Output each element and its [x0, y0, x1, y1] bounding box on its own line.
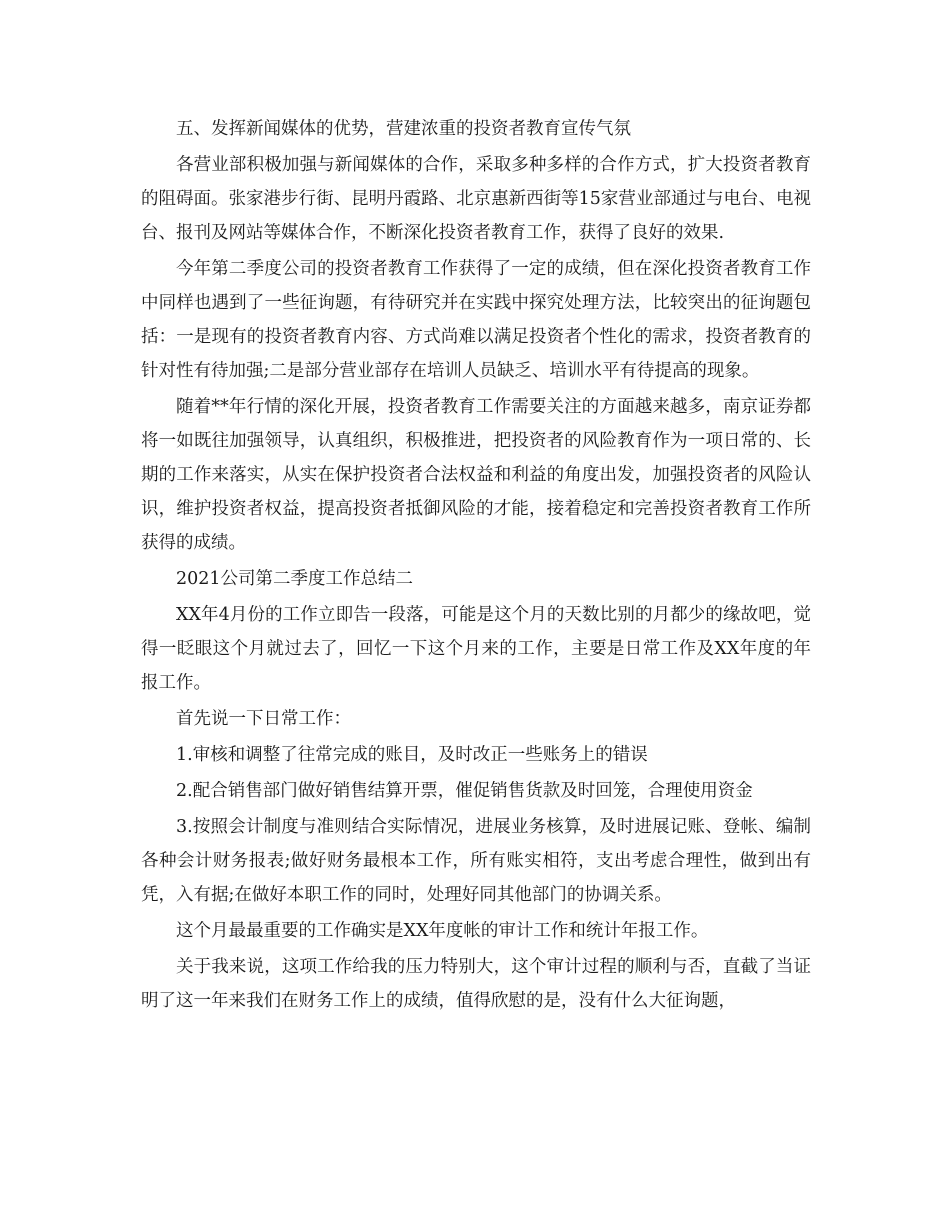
- document-body: [141, 112, 811, 1020]
- paragraph-audit-work: 这个月最最重要的工作确实是XX年度帐的审计工作和统计年报工作。: [176, 921, 709, 941]
- paragraph-q2-issues: 今年第二季度公司的投资者教育工作获得了一定的成绩，但在深化投资者教育工作中同样也遇到了一些征询题，有待研究并在实践中探究处理方法，比较突出的征询题包括：一是现有的投资者教育内容、方式尚难以满足投资者个性化的需求，投资者教育的针对性有待加强;二是部分营业部存在培训人员缺乏、培训水平有待提高的现象。: [141, 259, 811, 381]
- list-item-1: 1.审核和调整了往常完成的账目，及时改正一些账务上的错误: [176, 745, 648, 765]
- paragraph-outlook: 随着**年行情的深化开展，投资者教育工作需要关注的方面越来越多，南京证券都将一如既往加强领导，认真组织，积极推进，把投资者的风险教育作为一项日常的、长期的工作来落实，从实在保护投资者合法权益和利益的角度出发，加强投资者的风险认识，维护投资者权益，提高投资者抵御风险的才能，接着稳定和完善投资者教育工作所获得的成绩。: [141, 397, 811, 553]
- paragraph-pressure: 关于我来说，这项工作给我的压力特别大，这个审计过程的顺利与否，直截了当证明了这一年来我们在财务工作上的成绩，值得欣慰的是，没有什么大征询题，: [141, 957, 811, 1011]
- list-item-3: 3.按照会计制度与准则结合实际情况，进展业务核算，及时进展记账、登帐、编制各种会计财务报表;做好财务最根本工作，所有账实相符，支出考虑合理性，做到出有凭，入有据;在做好本职工作的同时，处理好同其他部门的协调关系。: [141, 817, 811, 905]
- paragraph-media-cooperation: 各营业部积极加强与新闻媒体的合作，采取多种多样的合作方式，扩大投资者教育的阻碍面。张家港步行街、昆明丹霞路、北京惠新西街等15家营业部通过与电台、电视台、报刊及网站等媒体合作，不断深化投资者教育工作，获得了良好的效果.: [141, 155, 811, 243]
- summary-title: 2021公司第二季度工作总结二: [176, 569, 414, 589]
- paragraph-april-intro: XX年4月份的工作立即告一段落，可能是这个月的天数比别的月都少的缘故吧，觉得一眨眼这个月就过去了，回忆一下这个月来的工作，主要是日常工作及XX年度的年报工作。: [141, 605, 811, 693]
- daily-work-heading: 首先说一下日常工作：: [176, 709, 351, 729]
- list-item-2: 2.配合销售部门做好销售结算开票，催促销售货款及时回笼，合理使用资金: [176, 781, 753, 801]
- section-heading: 五、发挥新闻媒体的优势，营建浓重的投资者教育宣传气氛: [176, 119, 631, 139]
